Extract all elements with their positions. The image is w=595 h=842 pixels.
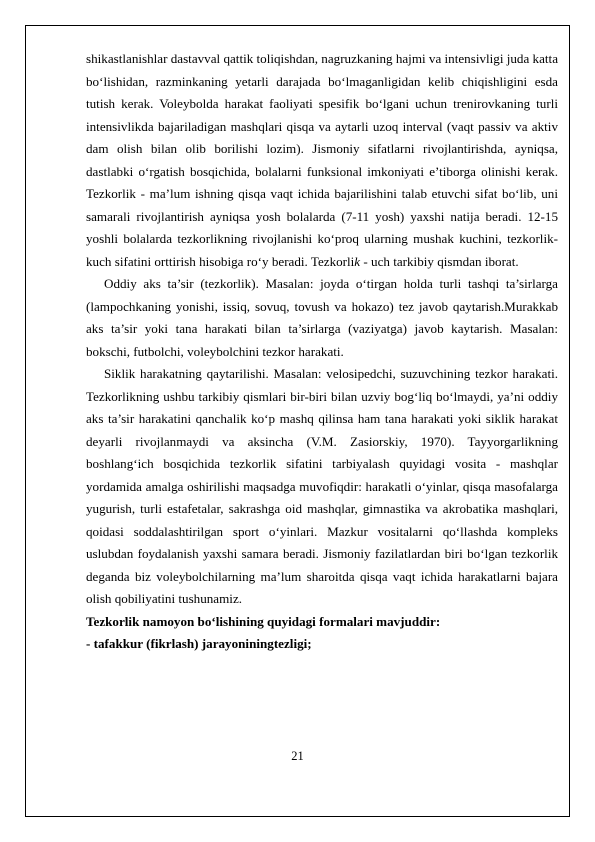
bold-list-item-thinking-speed: - tafakkur (fikrlash) jarayoniningtezligi; xyxy=(86,636,312,651)
paragraph-text: Oddiy aks ta’sir (tezkorlik). Masalan: joyda o‘tirgan holda turli tashqi ta’sirlarga (lampochkaning yonishi, issiq, sovuq, tovush va hokazo) tez javob qaytarish.Murakkab aks ta’sir yoki tana harakati bilan ta’sirlarga (vaziyatga) javob kaytarish. Masalan: bokschi, futbolchi, voleybolchini tezkor harakati. xyxy=(86,276,558,359)
bold-heading-forms: Tezkorlik namoyon bo‘lishining quyidagi formalari mavjuddir: xyxy=(86,613,441,629)
paragraph-text: - uch tarkibiy qismdan iborat. xyxy=(360,253,519,269)
italic-letter: k xyxy=(354,253,361,269)
page-number: 21 xyxy=(291,749,304,763)
page-content xyxy=(86,48,558,656)
paragraph-text: shikastlanishlar dastavval qattik toliqishdan, nagruzkaning hajmi va intensivligi juda katta bo‘lishidan, razminkaning yetarli darajada bo‘lmaganligidan kelib chiqishligini esda tutish kerak. Voleybolda harakat faoliyati spesifik bo‘lgani uchun trenirovkaning turli intensivlikda bajariladigan mashqlari qisqa va aytarli uzoq interval (vaqt passiv va aktiv dam olish bilan olib borilishi lozim). Jismoniy sifatlarni rivojlantirishda, ayniqsa, dastlabki o‘rgatish bosqichida, bolalarni funksional imkoniyati e’tiborga olinishi kerak. Tezkorlik - ma’lum ishning qisqa vaqt ichida bajarilishini talab etuvchi sifat bo‘lib, uni samarali rivojlantirish ayniqsa yosh bolalarda (7-11 yosh) yaxshi natija beradi. 12-15 yoshli bolalarda tezkorlikning rivojlanishi ko‘proq ularning mushak kuchini, tezkorlik-kuch sifatini orttirish hisobiga ro‘y beradi. Tezkorli xyxy=(86,51,559,269)
paragraph-text: Siklik harakatning qaytarilishi. Masalan: velosipedchi, suzuvchining tezkor harakati. Tezkorlikning ushbu tarkibiy qismlari bir-biri bilan uzviy bog‘liq bo‘lmaydi, ya’ni oddiy aks ta’sir harakatini qanchalik ko‘p mashq qilinsa ham tana harakati yoki siklik harakat deyarli rivojlanmaydi va aksincha (V.M. Zasiorskiy, 1970). Tayyorgarlikning boshlang‘ich bosqichida tezkorlik sifatini tarbiyalash quyidagi vosita - mashqlar yordamida amalga oshirilishi maqsadga muvofiqdir: harakatli o‘yinlar, qisqa masofalarga yugurish, turli estafetalar, sakrashga oid mashqlar, gimnastika va akrobatika mashqlari, qoidasi soddalashtirilgan sport o‘yinlari. Mazkur vositalarni qo‘llashda kompleks uslubdan foydalanish yaxshi samara beradi. Jismoniy fazilatlardan biri bo‘lgan tezkorlik deganda biz voleybolchilarning ma’lum sharoitda qisqa vaqt ichida harakatlarni bajara olish qobiliyatini tushunamiz. xyxy=(86,366,558,606)
paragraph-cyclic-movement xyxy=(86,363,558,611)
paragraph-simple-reaction xyxy=(86,273,558,363)
paragraph-speed-intro xyxy=(86,48,558,273)
